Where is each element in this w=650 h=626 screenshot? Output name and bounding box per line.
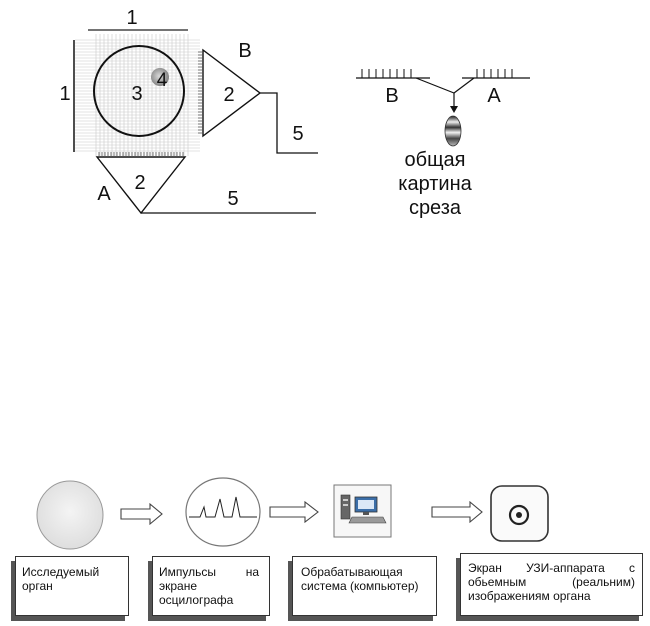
arrow-right-icon [270, 502, 318, 522]
slice-surface [356, 78, 530, 107]
label-organ: 3 [131, 83, 143, 105]
label-left-side: 1 [59, 83, 71, 105]
step-text-computer: Обрабатывающая система (компьютер) [301, 565, 419, 593]
arrow-down-icon [450, 106, 458, 113]
slice-caption-line1: общая картина [398, 149, 472, 195]
step-box-organ [15, 556, 129, 616]
computer-icon [334, 485, 391, 537]
label-wire-right: 5 [292, 123, 304, 145]
slice-label-b: B [385, 85, 399, 107]
slice-caption-line2: среза [408, 197, 462, 219]
label-point-a: A [97, 183, 111, 205]
slice-ticks [362, 69, 512, 78]
oscilloscope-screen [186, 478, 260, 546]
label-point-b: B [238, 40, 252, 62]
transducer-right-teeth [198, 52, 203, 133]
slice-image [445, 116, 461, 146]
label-top-side: 1 [126, 7, 138, 29]
step-box-ultrasound [460, 553, 643, 616]
step-text-ultrasound: Экран УЗИ-аппарата с обьемным (реальним) изображениям органа [468, 561, 635, 603]
step-text-impulses: Импульсы на экране осцилографа [159, 565, 259, 607]
arrow-right-icon [432, 502, 482, 522]
wire-right [260, 93, 318, 153]
step-box-computer [292, 556, 437, 616]
slice-label-a: A [487, 85, 501, 107]
step-box-impulses [152, 556, 270, 616]
organ-oval [37, 481, 103, 549]
label-transducer-bottom: 2 [134, 172, 146, 194]
arrow-right-icon [121, 504, 162, 524]
label-transducer-right: 2 [223, 84, 235, 106]
label-focus: 4 [156, 70, 168, 91]
slice-caption [372, 148, 498, 220]
ultrasound-screen [491, 486, 548, 541]
step-text-organ: Исследуемый орган [22, 565, 100, 593]
label-wire-bottom: 5 [227, 188, 239, 210]
transducer-bottom-teeth [99, 152, 183, 157]
